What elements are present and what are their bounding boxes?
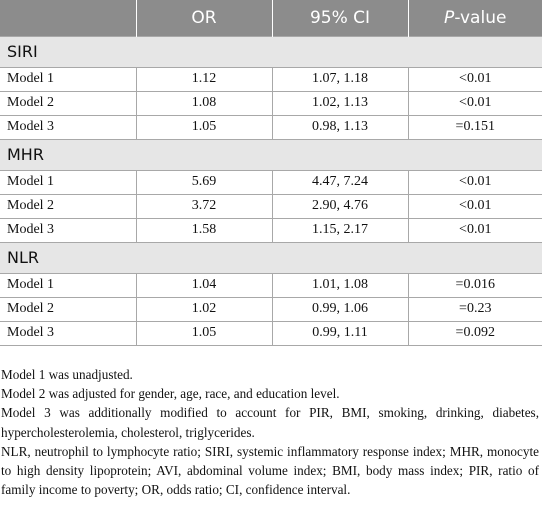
or-cell: 5.69 [136,170,272,194]
footnote-model-1: Model 1 was unadjusted. [1,367,133,382]
table-footnotes [1,365,539,499]
header-pvalue-italic: P [444,7,455,28]
or-cell: 3.72 [136,194,272,218]
header-ci: 95% CI [272,0,408,36]
group-label: NLR [0,242,542,273]
table-row [0,321,542,345]
or-cell: 1.05 [136,321,272,345]
model-cell: Model 2 [0,91,136,115]
or-cell: 1.58 [136,218,272,242]
pvalue-cell: =0.151 [408,115,542,139]
or-cell: 1.02 [136,297,272,321]
header-label-empty [0,0,136,36]
ci-cell: 4.47, 7.24 [272,170,408,194]
header-pvalue-suffix: -value [454,7,507,28]
ci-cell: 1.01, 1.08 [272,273,408,297]
model-cell: Model 3 [0,218,136,242]
ci-cell: 0.98, 1.13 [272,115,408,139]
pvalue-cell: <0.01 [408,170,542,194]
or-cell: 1.05 [136,115,272,139]
model-cell: Model 1 [0,273,136,297]
pvalue-cell: <0.01 [408,67,542,91]
header-or: OR [136,0,272,36]
model-cell: Model 2 [0,297,136,321]
header-row [0,0,542,36]
pvalue-cell: <0.01 [408,91,542,115]
group-row-nlr [0,242,542,273]
ci-cell: 1.02, 1.13 [272,91,408,115]
footnote-abbreviations: NLR, neutrophil to lymphocyte ratio; SIRI, systemic inflammatory response index; MHR, monocyte to high density lipoprotein; AVI, abdominal volume index; BMI, body mass index; PIR, ratio of family income to poverty; OR, odds ratio; CI, confidence interval. [1,443,539,498]
or-cell: 1.08 [136,91,272,115]
or-cell: 1.12 [136,67,272,91]
table-row [0,67,542,91]
group-row-mhr [0,139,542,170]
pvalue-cell: =0.016 [408,273,542,297]
group-label: SIRI [0,36,542,67]
header-pvalue [408,0,542,36]
ci-cell: 1.07, 1.18 [272,67,408,91]
model-cell: Model 3 [0,321,136,345]
footnote-model-3: Model 3 was additionally modified to account for PIR, BMI, smoking, drinking, diabetes, hypercholesterolemia, cholesterol, triglycerides. [1,405,539,440]
ci-cell: 2.90, 4.76 [272,194,408,218]
ci-cell: 0.99, 1.06 [272,297,408,321]
table-row [0,170,542,194]
model-cell: Model 2 [0,194,136,218]
table-row [0,115,542,139]
group-row-siri [0,36,542,67]
table-row [0,194,542,218]
pvalue-cell: <0.01 [408,194,542,218]
model-cell: Model 3 [0,115,136,139]
ci-cell: 0.99, 1.11 [272,321,408,345]
pvalue-cell: =0.092 [408,321,542,345]
table-row [0,218,542,242]
model-cell: Model 1 [0,67,136,91]
pvalue-cell: <0.01 [408,218,542,242]
footnote-model-2: Model 2 was adjusted for gender, age, race, and education level. [1,386,340,402]
model-cell: Model 1 [0,170,136,194]
ci-cell: 1.15, 2.17 [272,218,408,242]
table-row [0,273,542,297]
table-row [0,91,542,115]
or-cell: 1.04 [136,273,272,297]
table-row [0,297,542,321]
pvalue-cell: =0.23 [408,297,542,321]
group-label: MHR [0,139,542,170]
